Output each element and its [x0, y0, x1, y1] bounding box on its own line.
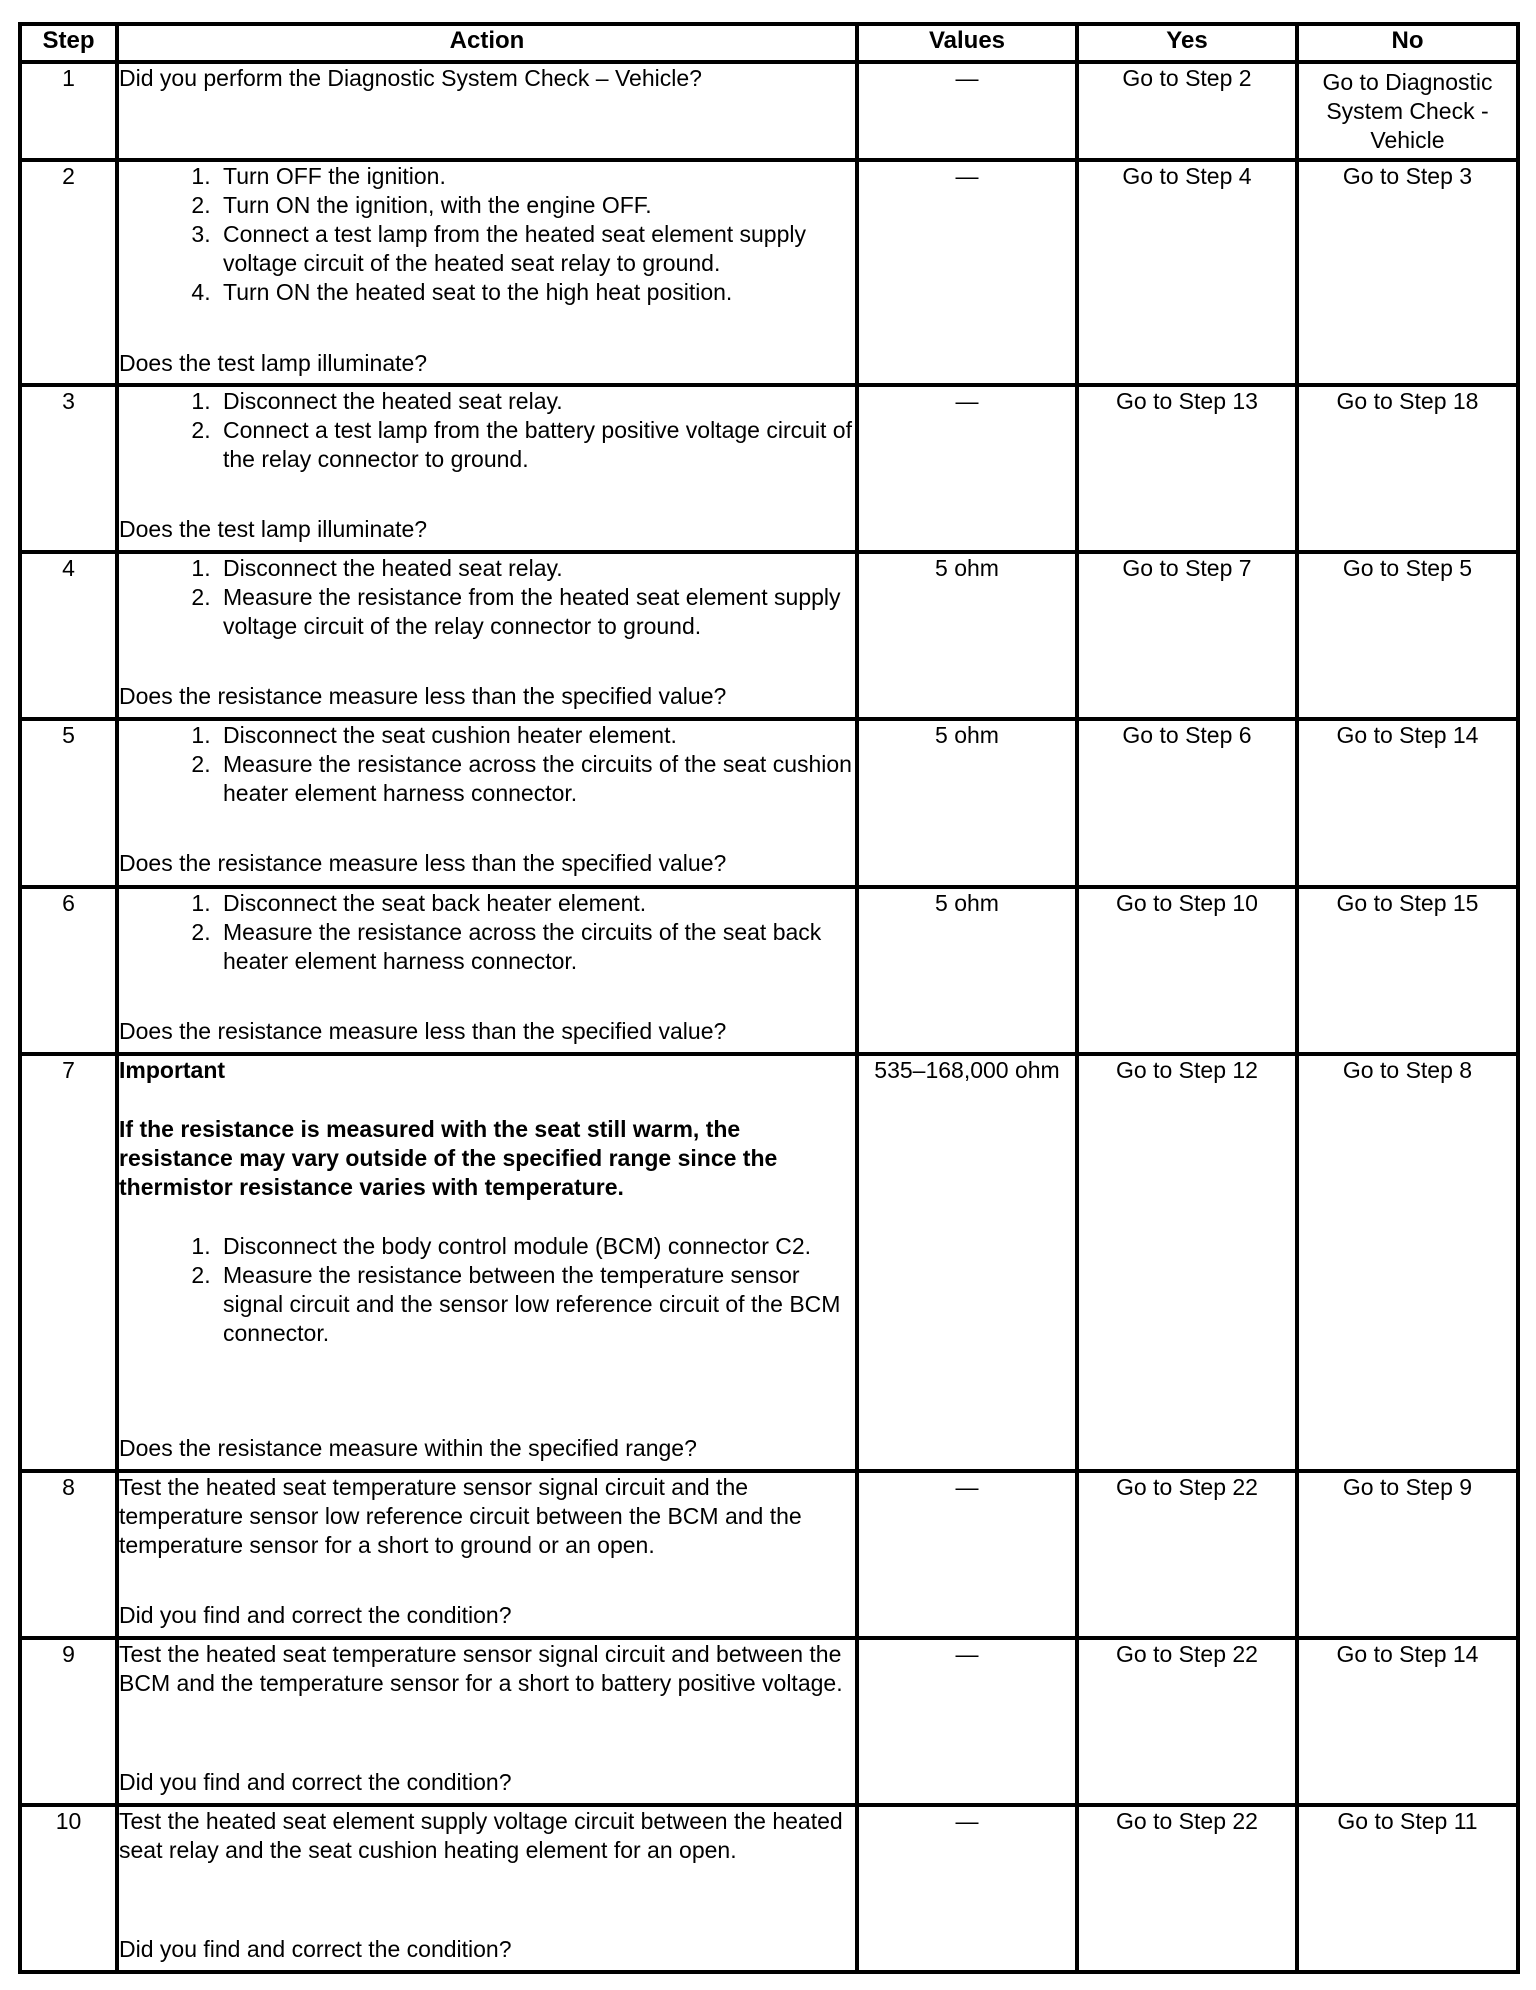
question-text: Did you find and correct the condition? — [119, 1935, 512, 1962]
table-row — [20, 552, 1518, 719]
action-cell — [117, 719, 857, 886]
procedure-item: 2. Measure the resistance across the circuits of the seat cushion heater element harness connector. — [217, 750, 855, 808]
question-text: Does the resistance measure less than the specified value? — [119, 683, 727, 710]
no-cell: Go to Step 18 — [1297, 385, 1518, 552]
header-no: No — [1297, 24, 1518, 62]
action-text: Test the heated seat element supply voltage circuit between the heated seat relay and the seat cushion heating element for an open. — [119, 1807, 843, 1863]
step-number: 8 — [20, 1471, 117, 1638]
table-row — [20, 1054, 1518, 1471]
step-number: 6 — [20, 887, 117, 1054]
action-cell — [117, 552, 857, 719]
procedure-item: 1. Disconnect the seat back heater element. — [217, 889, 855, 918]
values-cell: — — [857, 1638, 1077, 1805]
no-cell: Go to Step 9 — [1297, 1471, 1518, 1638]
action-cell — [117, 1054, 857, 1471]
no-cell: Go to Step 15 — [1297, 887, 1518, 1054]
procedure-item: 2. Measure the resistance across the circuits of the seat back heater element harness connector. — [217, 918, 855, 976]
procedure-item: 4. Turn ON the heated seat to the high heat position. — [217, 278, 855, 307]
yes-cell: Go to Step 10 — [1077, 887, 1297, 1054]
action-cell — [117, 1471, 857, 1638]
step-number: 1 — [20, 62, 117, 160]
no-cell: Go to Step 14 — [1297, 1638, 1518, 1805]
procedure-list — [119, 554, 855, 641]
diagnostic-table — [18, 22, 1520, 1974]
header-action: Action — [117, 24, 857, 62]
values-cell: — — [857, 160, 1077, 386]
procedure-item: 2. Turn ON the ignition, with the engine OFF. — [217, 191, 855, 220]
table-row — [20, 1638, 1518, 1805]
procedure-list — [119, 889, 855, 976]
step-number: 4 — [20, 552, 117, 719]
question-text: Did you find and correct the condition? — [119, 1601, 512, 1628]
question-text: Does the test lamp illuminate? — [119, 349, 428, 376]
yes-cell: Go to Step 22 — [1077, 1471, 1297, 1638]
table-row — [20, 719, 1518, 886]
procedure-item: 1. Disconnect the heated seat relay. — [217, 554, 855, 583]
no-cell: Go to Step 8 — [1297, 1054, 1518, 1471]
values-cell: 535–168,000 ohm — [857, 1054, 1077, 1471]
action-cell — [117, 62, 857, 160]
table-row — [20, 1805, 1518, 1972]
action-cell — [117, 887, 857, 1054]
no-cell: Go to Step 3 — [1297, 160, 1518, 386]
procedure-item: 2. Connect a test lamp from the battery positive voltage circuit of the relay connector to ground. — [217, 416, 855, 474]
step-number: 2 — [20, 160, 117, 386]
yes-cell: Go to Step 2 — [1077, 62, 1297, 160]
procedure-item: 1. Disconnect the heated seat relay. — [217, 387, 855, 416]
question-text: Does the resistance measure within the specified range? — [119, 1434, 697, 1461]
procedure-item: 2. Measure the resistance from the heated seat element supply voltage circuit of the relay connector to ground. — [217, 583, 855, 641]
yes-cell: Go to Step 22 — [1077, 1805, 1297, 1972]
values-cell: 5 ohm — [857, 719, 1077, 886]
yes-cell: Go to Step 6 — [1077, 719, 1297, 886]
yes-cell: Go to Step 4 — [1077, 160, 1297, 386]
procedure-list — [119, 721, 855, 808]
procedure-item: 2. Measure the resistance between the temperature sensor signal circuit and the sensor low reference circuit of the BCM connector. — [217, 1261, 855, 1348]
action-text: Test the heated seat temperature sensor signal circuit and the temperature sensor low reference circuit between the BCM and the temperature sensor for a short to ground or an open. — [119, 1473, 802, 1558]
action-cell — [117, 1805, 857, 1972]
no-cell: Go to Step 14 — [1297, 719, 1518, 886]
table-row — [20, 62, 1518, 160]
step-number: 7 — [20, 1054, 117, 1471]
important-title: Important — [119, 1056, 226, 1083]
no-cell: Go to Step 5 — [1297, 552, 1518, 719]
yes-cell: Go to Step 7 — [1077, 552, 1297, 719]
procedure-item: 3. Connect a test lamp from the heated seat element supply voltage circuit of the heated seat relay to ground. — [217, 220, 855, 278]
procedure-item: 1. Turn OFF the ignition. — [217, 162, 855, 191]
values-cell: 5 ohm — [857, 552, 1077, 719]
procedure-item: 1. Disconnect the seat cushion heater element. — [217, 721, 855, 750]
question-text: Does the test lamp illuminate? — [119, 516, 428, 543]
step-number: 5 — [20, 719, 117, 886]
no-cell: Go to Step 11 — [1297, 1805, 1518, 1972]
header-yes: Yes — [1077, 24, 1297, 62]
procedure-list — [119, 1232, 855, 1348]
procedure-list — [119, 387, 855, 474]
values-cell: — — [857, 1805, 1077, 1972]
question-text: Does the resistance measure less than the specified value? — [119, 850, 727, 877]
values-cell: 5 ohm — [857, 887, 1077, 1054]
action-text: Test the heated seat temperature sensor signal circuit and between the BCM and the temperature sensor for a short to battery positive voltage. — [119, 1640, 843, 1696]
header-values: Values — [857, 24, 1077, 62]
action-cell — [117, 1638, 857, 1805]
yes-cell: Go to Step 22 — [1077, 1638, 1297, 1805]
action-cell — [117, 160, 857, 386]
table-row — [20, 1471, 1518, 1638]
header-step: Step — [20, 24, 117, 62]
question-text: Did you find and correct the condition? — [119, 1768, 512, 1795]
values-cell: — — [857, 385, 1077, 552]
procedure-list — [119, 162, 855, 307]
yes-cell: Go to Step 13 — [1077, 385, 1297, 552]
header-row — [20, 24, 1518, 62]
action-text: Did you perform the Diagnostic System Check – Vehicle? — [119, 65, 702, 91]
important-note: If the resistance is measured with the seat still warm, the resistance may vary outside of the specified range since the thermistor resistance varies with temperature. — [119, 1115, 778, 1200]
question-text: Does the resistance measure less than the specified value? — [119, 1017, 727, 1044]
table-row — [20, 160, 1518, 386]
yes-cell: Go to Step 12 — [1077, 1054, 1297, 1471]
step-number: 10 — [20, 1805, 117, 1972]
step-number: 9 — [20, 1638, 117, 1805]
procedure-item: 1. Disconnect the body control module (BCM) connector C2. — [217, 1232, 855, 1261]
values-cell: — — [857, 62, 1077, 160]
table-row — [20, 887, 1518, 1054]
action-cell — [117, 385, 857, 552]
no-cell: Go to Diagnostic System Check - Vehicle — [1297, 62, 1518, 160]
step-number: 3 — [20, 385, 117, 552]
values-cell: — — [857, 1471, 1077, 1638]
table-row — [20, 385, 1518, 552]
